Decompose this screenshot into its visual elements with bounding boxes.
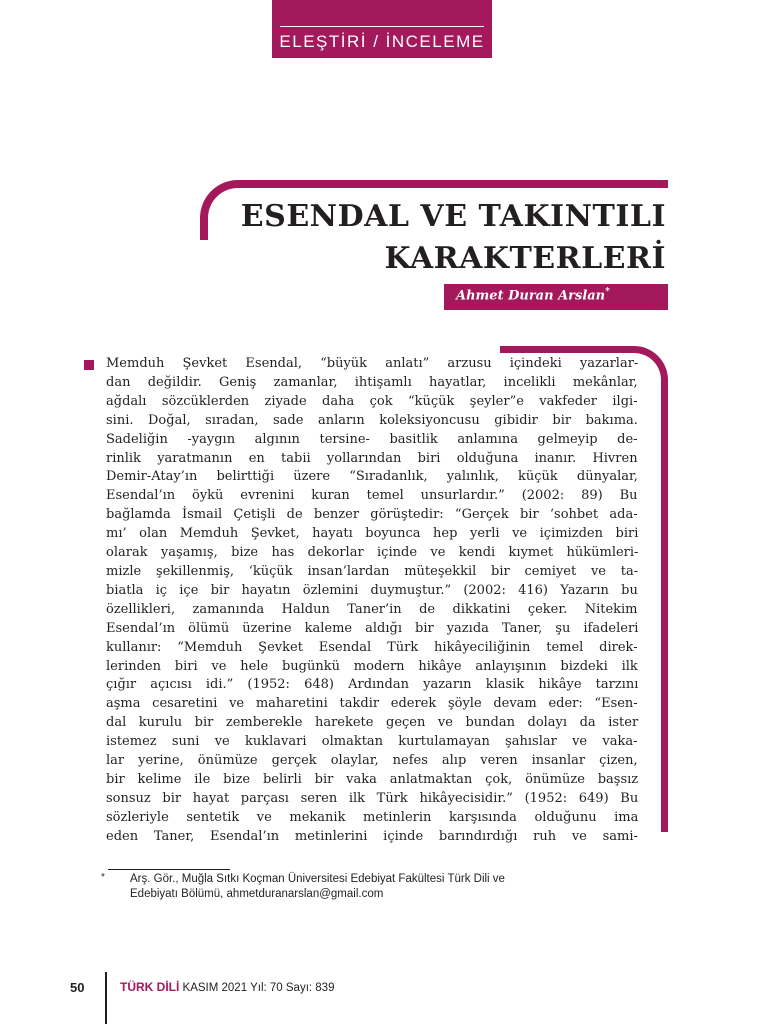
- author-name: [456, 287, 610, 303]
- paragraph-bullet-icon: [84, 360, 94, 370]
- section-label: ELEŞTİRİ / İNCELEME: [279, 32, 485, 51]
- section-tab-rule: [280, 26, 484, 27]
- body-line: mizle şekillenmiş, ‘küçük insan’lardan müteşekkil bir cemiyet ve ta-: [106, 563, 639, 579]
- body-line: sini. Doğal, sıradan, sade anların koleksiyoncusu gibidir bir bakıma.: [106, 412, 638, 428]
- body-line: Demir-Atay’ın belirttiği üzere “Sıradanlık, yalınlık, küçük dünyalar,: [106, 469, 638, 485]
- body-line: aşma cesaretini ve maharetini takdir ederek şöyle devam eder: “Esen-: [106, 696, 638, 712]
- body-line: rinlik yaratmanın en tabii yollarından biri olduğuna inanır. Hivren: [106, 450, 638, 466]
- body-line: çığır açıcısı idi.” (1952: 648) Ardından yazarın klasik hikâye tarzını: [106, 677, 639, 693]
- body-line: bağlamda İsmail Çetişli de benzer görüştedir: “Gerçek bir ‘sohbet ada-: [106, 507, 638, 523]
- body-line: dal kurulu bir zemberekle harekete geçen ve bundan dolayı da ister: [106, 715, 639, 731]
- footnote-line-2: Edebiyatı Bölümü, ahmetduranarslan@gmail.com: [130, 887, 384, 900]
- body-line: sonsuz bir hayat parçası seren ilk Türk hikâyecisidir.” (1952: 649) Bu: [106, 790, 639, 806]
- footnote-rule: [108, 869, 230, 870]
- magazine-name: TÜRK DİLİ: [120, 980, 180, 994]
- author-name-text: Ahmet Duran Arslan: [456, 288, 606, 304]
- body-line: istemez suni ve kuklavari olmaktan kurtulamayan şahıslar ve vaka-: [106, 734, 638, 750]
- body-line: eden Taner, Esendal’ın metinlerini içinde barındırdığı ruh ve sami-: [106, 828, 638, 844]
- body-line: ağdalı sözcüklerden ziyade daha çok “küçük şeyler”e vakfeder ilgi-: [106, 393, 638, 409]
- title-line-1: ESENDAL VE TAKINTILI: [240, 199, 666, 234]
- issue-info: KASIM 2021 Yıl: 70 Sayı: 839: [182, 982, 335, 994]
- footnote-line-1: Arş. Gör., Muğla Sıtkı Koçman Üniversitesi Edebiyat Fakültesi Türk Dili ve: [130, 873, 505, 885]
- author-bar: [444, 284, 668, 310]
- body-line: lar yerine, önümüze gerçek olaylar, nefes alıp veren insanlar çizen,: [106, 753, 638, 769]
- footer-info: [120, 980, 334, 994]
- page-number: 50: [70, 980, 85, 995]
- body-line: sözleriyle sentetik ve mekanik metinlerin karşısında olduğunu ima: [106, 809, 639, 825]
- section-tab: [272, 0, 492, 58]
- body-line: Sadeliğin -yaygın algının tersine- basitlik anlamına gelmeyip de-: [106, 431, 638, 447]
- body-line: Esendal’ın öykü evrenini kuran temel unsurlardır.” (2002: 89) Bu: [106, 488, 638, 504]
- footer-divider: [105, 972, 107, 1024]
- footnote-mark: *: [101, 872, 105, 883]
- body-line: mı’ olan Memduh Şevket, hayatı boyunca hep yerli ve içimizden biri: [106, 526, 639, 542]
- title-line-2: KARAKTERLERİ: [384, 241, 666, 276]
- author-footnote-mark: *: [605, 287, 610, 297]
- body-line: dan değildir. Geniş zamanlar, ihtişamlı hayatlar, incelikli mekânlar,: [106, 374, 638, 390]
- footnote: [130, 872, 650, 901]
- article-title: [241, 196, 666, 280]
- body-line: Memduh Şevket Esendal, “büyük anlatı” arzusu içindeki yazarlar-: [106, 356, 639, 371]
- body-line: lerinden biri ve hele bugünkü modern hikâye anlayışının bizdeki ilk: [106, 658, 638, 674]
- body-line: bir kelime ile bize belirli bir vaka anlatmaktan çok, önümüze başsız: [106, 771, 639, 787]
- body-line: özellikleri, zamanında Haldun Taner’in de dikkatini çeker. Nitekim: [106, 601, 638, 617]
- article-body: [106, 355, 638, 847]
- body-line: biatla iç içe bir hayatın özlemini duymuştur.” (2002: 416) Yazarın bu: [106, 582, 638, 598]
- body-line: Esendal’ın ölümü üzerine kaleme aldığı bir yazıda Taner, şu ifadeleri: [106, 620, 639, 636]
- body-line: olarak yaşamış, bize has dekorlar içinde ve kendi kıymet hükümleri-: [106, 545, 639, 561]
- body-line: kullanır: “Memduh Şevket Esendal Türk hikâyeciliğinin temel direk-: [106, 639, 638, 655]
